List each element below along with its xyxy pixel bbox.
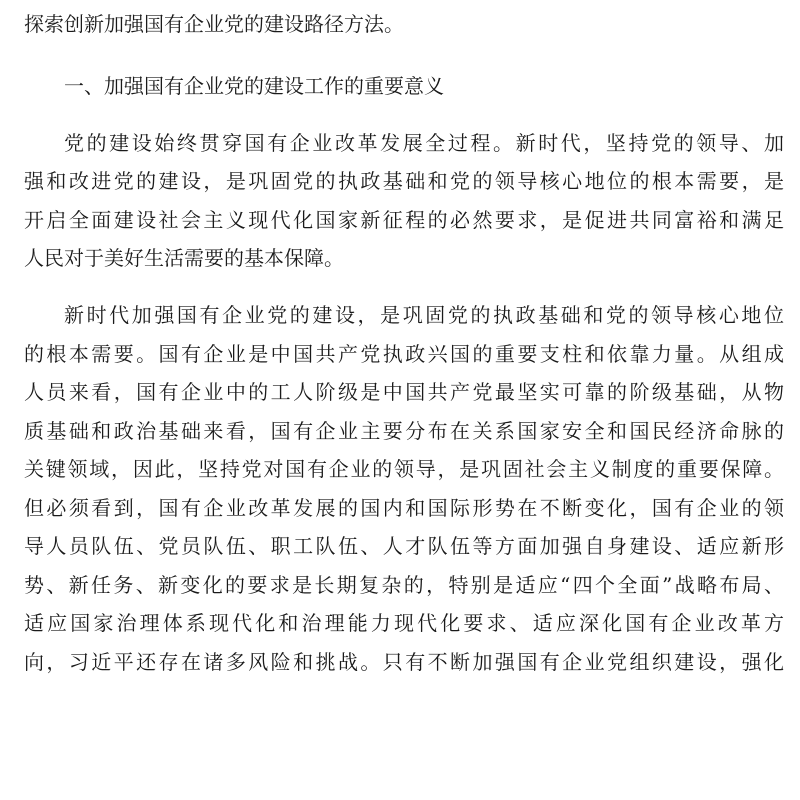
paragraph-line: 的根本需要。国有企业是中国共产党执政兴国的重要支柱和依靠力量。从组成: [24, 342, 784, 366]
paragraph-line: 开启全面建设社会主义现代化国家新征程的必然要求，是促进共同富裕和满足: [24, 208, 784, 232]
paragraph-line: 向，习近平还存在诸多风险和挑战。只有不断加强国有企业党组织建设，强化: [24, 650, 784, 674]
paragraph-line: 质基础和政治基础来看，国有企业主要分布在关系国家安全和国民经济命脉的: [24, 419, 784, 443]
paragraph-line: 党的建设始终贯穿国有企业改革发展全过程。新时代，坚持党的领导、加: [64, 131, 784, 155]
paragraph-line: 人民对于美好生活需要的基本保障。: [24, 246, 344, 270]
intro-line: 探索创新加强国有企业党的建设路径方法。: [24, 12, 404, 36]
paragraph-line: 适应国家治理体系现代化和治理能力现代化要求、适应深化国有企业改革方: [24, 611, 784, 635]
paragraph-line: 新时代加强国有企业党的建设，是巩固党的执政基础和党的领导核心地位: [64, 303, 784, 327]
paragraph-line: 势、新任务、新变化的要求是长期复杂的，特别是适应“四个全面”战略布局、: [24, 573, 784, 597]
paragraph-line: 人员来看，国有企业中的工人阶级是中国共产党最坚实可靠的阶级基础，从物: [24, 380, 784, 404]
paragraph-line: 强和改进党的建设，是巩固党的执政基础和党的领导核心地位的根本需要，是: [24, 169, 784, 193]
section-heading: 一、加强国有企业党的建设工作的重要意义: [64, 74, 444, 98]
paragraph-line: 导人员队伍、党员队伍、职工队伍、人才队伍等方面加强自身建设、适应新形: [24, 534, 784, 558]
paragraph-line: 关键领域，因此，坚持党对国有企业的领导，是巩固社会主义制度的重要保障。: [24, 457, 784, 481]
paragraph-line: 但必须看到，国有企业改革发展的国内和国际形势在不断变化，国有企业的领: [24, 496, 784, 520]
